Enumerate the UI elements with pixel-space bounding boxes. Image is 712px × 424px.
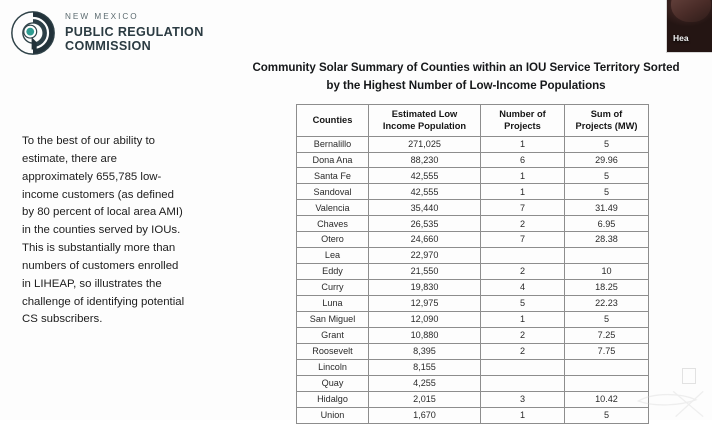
table-row bbox=[297, 360, 649, 376]
cell-projects: 1 bbox=[481, 312, 565, 328]
cell-mw bbox=[565, 360, 649, 376]
cell-county: Eddy bbox=[297, 264, 369, 280]
agency-wordmark bbox=[65, 12, 204, 53]
cell-mw: 7.25 bbox=[565, 328, 649, 344]
cell-county: San Miguel bbox=[297, 312, 369, 328]
table-row bbox=[297, 168, 649, 184]
cell-projects bbox=[481, 376, 565, 392]
cell-population: 19,830 bbox=[369, 280, 481, 296]
cell-projects: 1 bbox=[481, 408, 565, 424]
cell-projects: 1 bbox=[481, 136, 565, 152]
table-row bbox=[297, 264, 649, 280]
cell-projects: 1 bbox=[481, 168, 565, 184]
table-row bbox=[297, 216, 649, 232]
participant-name-label: Hea bbox=[673, 33, 689, 43]
cell-population: 10,880 bbox=[369, 328, 481, 344]
slide-title-line-1: Community Solar Summary of Counties within an IOU Service Territory Sorted bbox=[252, 61, 680, 74]
page-edge-artifact bbox=[682, 368, 696, 384]
cell-population: 12,975 bbox=[369, 296, 481, 312]
cell-county: Curry bbox=[297, 280, 369, 296]
cell-county: Lea bbox=[297, 248, 369, 264]
cell-population: 35,440 bbox=[369, 200, 481, 216]
cell-county: Grant bbox=[297, 328, 369, 344]
cell-population: 4,255 bbox=[369, 376, 481, 392]
table-row bbox=[297, 232, 649, 248]
cell-mw: 5 bbox=[565, 168, 649, 184]
county-summary-table-wrap bbox=[296, 104, 648, 424]
cell-projects: 6 bbox=[481, 152, 565, 168]
cell-mw: 5 bbox=[565, 136, 649, 152]
cell-population: 8,155 bbox=[369, 360, 481, 376]
cell-mw: 31.49 bbox=[565, 200, 649, 216]
cell-county: Otero bbox=[297, 232, 369, 248]
column-header-sum-of-projects-mw: Sum of Projects (MW) bbox=[565, 105, 649, 137]
slide-title-line-2: by the Highest Number of Low-Income Populations bbox=[326, 78, 606, 92]
table-row bbox=[297, 328, 649, 344]
table-row bbox=[297, 312, 649, 328]
cell-county: Roosevelt bbox=[297, 344, 369, 360]
cell-population: 42,555 bbox=[369, 184, 481, 200]
table-row bbox=[297, 376, 649, 392]
cell-projects: 2 bbox=[481, 216, 565, 232]
cell-projects: 2 bbox=[481, 328, 565, 344]
cell-projects: 3 bbox=[481, 392, 565, 408]
cell-projects: 4 bbox=[481, 280, 565, 296]
cell-projects bbox=[481, 248, 565, 264]
cell-population: 271,025 bbox=[369, 136, 481, 152]
cell-mw bbox=[565, 376, 649, 392]
logo-state-label: NEW MEXICO bbox=[65, 12, 139, 22]
slide-title bbox=[222, 59, 710, 94]
column-header-number-of-projects: Number of Projects bbox=[481, 105, 565, 137]
cell-county: Sandoval bbox=[297, 184, 369, 200]
column-header-counties: Counties bbox=[297, 105, 369, 137]
cell-population: 21,550 bbox=[369, 264, 481, 280]
participant-video-tile[interactable] bbox=[666, 0, 712, 53]
cell-mw: 6.95 bbox=[565, 216, 649, 232]
cell-projects: 7 bbox=[481, 200, 565, 216]
cell-population: 12,090 bbox=[369, 312, 481, 328]
cell-population: 42,555 bbox=[369, 168, 481, 184]
cell-mw: 10 bbox=[565, 264, 649, 280]
table-row bbox=[297, 200, 649, 216]
cell-mw: 7.75 bbox=[565, 344, 649, 360]
agency-logo-block bbox=[10, 10, 204, 56]
table-body bbox=[297, 136, 649, 423]
logo-line-1: PUBLIC REGULATION bbox=[65, 24, 204, 39]
cell-mw: 10.42 bbox=[565, 392, 649, 408]
cell-county: Santa Fe bbox=[297, 168, 369, 184]
cell-projects: 2 bbox=[481, 264, 565, 280]
cell-county: Dona Ana bbox=[297, 152, 369, 168]
narrative-paragraph: To the best of our ability to estimate, there are approximately 655,785 low-income customers (as defined by 80 percent of local area AMI) in the counties served by IOUs. This is substantially more than numbers of customers enrolled in LIHEAP, so illustrates the challenge of identifying potential CS subscribers. bbox=[22, 135, 185, 326]
table-row bbox=[297, 344, 649, 360]
cell-population: 88,230 bbox=[369, 152, 481, 168]
cell-mw bbox=[565, 248, 649, 264]
cell-population: 22,970 bbox=[369, 248, 481, 264]
cell-population: 24,660 bbox=[369, 232, 481, 248]
logo-line-2: COMMISSION bbox=[65, 39, 152, 54]
cell-county: Luna bbox=[297, 296, 369, 312]
table-row bbox=[297, 136, 649, 152]
cell-mw: 22.23 bbox=[565, 296, 649, 312]
cell-county: Bernalillo bbox=[297, 136, 369, 152]
cell-county: Lincoln bbox=[297, 360, 369, 376]
concentric-arc-signal-logo-icon bbox=[10, 10, 56, 56]
cell-county: Union bbox=[297, 408, 369, 424]
cell-population: 8,395 bbox=[369, 344, 481, 360]
table-row bbox=[297, 392, 649, 408]
table-row bbox=[297, 248, 649, 264]
cell-projects: 5 bbox=[481, 296, 565, 312]
cell-projects: 7 bbox=[481, 232, 565, 248]
cell-projects: 2 bbox=[481, 344, 565, 360]
cell-mw: 5 bbox=[565, 312, 649, 328]
cell-mw: 28.38 bbox=[565, 232, 649, 248]
cell-population: 2,015 bbox=[369, 392, 481, 408]
cell-projects: 1 bbox=[481, 184, 565, 200]
cell-county: Quay bbox=[297, 376, 369, 392]
table-row bbox=[297, 152, 649, 168]
cell-population: 26,535 bbox=[369, 216, 481, 232]
cell-population: 1,670 bbox=[369, 408, 481, 424]
cell-county: Valencia bbox=[297, 200, 369, 216]
cell-county: Chaves bbox=[297, 216, 369, 232]
county-summary-table bbox=[296, 104, 649, 424]
cell-projects bbox=[481, 360, 565, 376]
table-row bbox=[297, 280, 649, 296]
cell-county: Hidalgo bbox=[297, 392, 369, 408]
table-row bbox=[297, 408, 649, 424]
cell-mw: 18.25 bbox=[565, 280, 649, 296]
cell-mw: 5 bbox=[565, 184, 649, 200]
cell-mw: 5 bbox=[565, 408, 649, 424]
column-header-estimated-low-income-population: Estimated Low Income Population bbox=[369, 105, 481, 137]
table-header-row bbox=[297, 105, 649, 137]
table-row bbox=[297, 296, 649, 312]
cell-mw: 29.96 bbox=[565, 152, 649, 168]
table-row bbox=[297, 184, 649, 200]
